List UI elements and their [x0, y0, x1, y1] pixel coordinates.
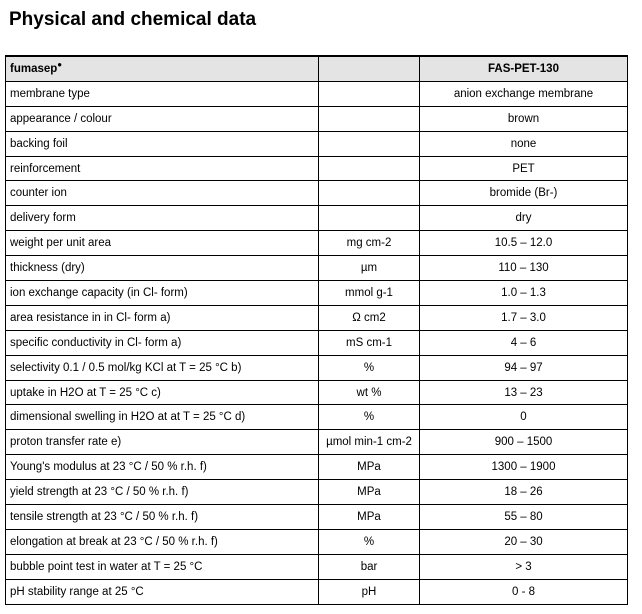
- product-label: fumasep: [10, 62, 58, 75]
- unit-cell: mmol g-1: [319, 281, 420, 306]
- property-cell: appearance / colour: [6, 106, 319, 131]
- unit-cell: [319, 106, 420, 131]
- unit-cell: pH: [319, 579, 420, 604]
- table-row: [6, 256, 628, 281]
- property-cell: membrane type: [6, 81, 319, 106]
- table-row: [6, 455, 628, 480]
- property-cell: reinforcement: [6, 156, 319, 181]
- value-cell: 20 – 30: [420, 529, 628, 554]
- unit-cell: µmol min-1 cm-2: [319, 430, 420, 455]
- table-row: [6, 305, 628, 330]
- value-cell: 1.0 – 1.3: [420, 281, 628, 306]
- value-cell: 110 – 130: [420, 256, 628, 281]
- table-row: [6, 156, 628, 181]
- table-row: [6, 281, 628, 306]
- unit-cell: [319, 81, 420, 106]
- header-product-cell: [6, 56, 319, 81]
- table-row: [6, 529, 628, 554]
- unit-cell: [319, 206, 420, 231]
- value-cell: none: [420, 131, 628, 156]
- value-cell: PET: [420, 156, 628, 181]
- page-title: Physical and chemical data: [9, 9, 257, 30]
- table-row: [6, 181, 628, 206]
- property-cell: selectivity 0.1 / 0.5 mol/kg KCl at T = 25 °C b): [6, 355, 319, 380]
- table-row: [6, 206, 628, 231]
- unit-cell: mg cm-2: [319, 231, 420, 256]
- table-row: [6, 131, 628, 156]
- unit-cell: bar: [319, 554, 420, 579]
- unit-cell: %: [319, 355, 420, 380]
- property-cell: elongation at break at 23 °C / 50 % r.h. f): [6, 529, 319, 554]
- property-cell: yield strength at 23 °C / 50 % r.h. f): [6, 480, 319, 505]
- property-cell: specific conductivity in Cl- form a): [6, 330, 319, 355]
- value-cell: 0 - 8: [420, 579, 628, 604]
- table-row: [6, 231, 628, 256]
- table-row: [6, 579, 628, 604]
- value-cell: 94 – 97: [420, 355, 628, 380]
- value-cell: 4 – 6: [420, 330, 628, 355]
- properties-table: [5, 55, 628, 605]
- value-cell: 18 – 26: [420, 480, 628, 505]
- value-cell: 10.5 – 12.0: [420, 231, 628, 256]
- property-cell: ion exchange capacity (in Cl- form): [6, 281, 319, 306]
- table-header-row: [6, 56, 628, 81]
- value-cell: 1300 – 1900: [420, 455, 628, 480]
- table-row: [6, 380, 628, 405]
- table-row: [6, 430, 628, 455]
- value-cell: brown: [420, 106, 628, 131]
- table-row: [6, 480, 628, 505]
- property-cell: Young's modulus at 23 °C / 50 % r.h. f): [6, 455, 319, 480]
- unit-cell: µm: [319, 256, 420, 281]
- unit-cell: [319, 156, 420, 181]
- property-cell: dimensional swelling in H2O at at T = 25 °C d): [6, 405, 319, 430]
- table-row: [6, 355, 628, 380]
- unit-cell: MPa: [319, 455, 420, 480]
- value-cell: 1.7 – 3.0: [420, 305, 628, 330]
- unit-cell: [319, 181, 420, 206]
- unit-cell: mS cm-1: [319, 330, 420, 355]
- property-cell: bubble point test in water at T = 25 °C: [6, 554, 319, 579]
- table-row: [6, 505, 628, 530]
- header-unit-cell: [319, 56, 420, 81]
- unit-cell: wt %: [319, 380, 420, 405]
- unit-cell: %: [319, 405, 420, 430]
- property-cell: tensile strength at 23 °C / 50 % r.h. f): [6, 505, 319, 530]
- value-cell: 900 – 1500: [420, 430, 628, 455]
- property-cell: backing foil: [6, 131, 319, 156]
- table-row: [6, 405, 628, 430]
- value-cell: > 3: [420, 554, 628, 579]
- table-row: [6, 81, 628, 106]
- unit-cell: %: [319, 529, 420, 554]
- value-cell: 0: [420, 405, 628, 430]
- table-row: [6, 330, 628, 355]
- property-cell: thickness (dry): [6, 256, 319, 281]
- table-row: [6, 106, 628, 131]
- unit-cell: Ω cm2: [319, 305, 420, 330]
- table-row: [6, 554, 628, 579]
- property-cell: counter ion: [6, 181, 319, 206]
- property-cell: area resistance in in Cl- form a): [6, 305, 319, 330]
- value-cell: 55 – 80: [420, 505, 628, 530]
- registered-mark: ●: [57, 60, 63, 70]
- unit-cell: [319, 131, 420, 156]
- property-cell: uptake in H2O at T = 25 °C c): [6, 380, 319, 405]
- value-cell: anion exchange membrane: [420, 81, 628, 106]
- property-cell: weight per unit area: [6, 231, 319, 256]
- property-cell: delivery form: [6, 206, 319, 231]
- unit-cell: MPa: [319, 505, 420, 530]
- property-cell: pH stability range at 25 °C: [6, 579, 319, 604]
- value-cell: dry: [420, 206, 628, 231]
- value-cell: bromide (Br-): [420, 181, 628, 206]
- property-cell: proton transfer rate e): [6, 430, 319, 455]
- header-grade-cell: FAS-PET-130: [420, 56, 628, 81]
- unit-cell: MPa: [319, 480, 420, 505]
- value-cell: 13 – 23: [420, 380, 628, 405]
